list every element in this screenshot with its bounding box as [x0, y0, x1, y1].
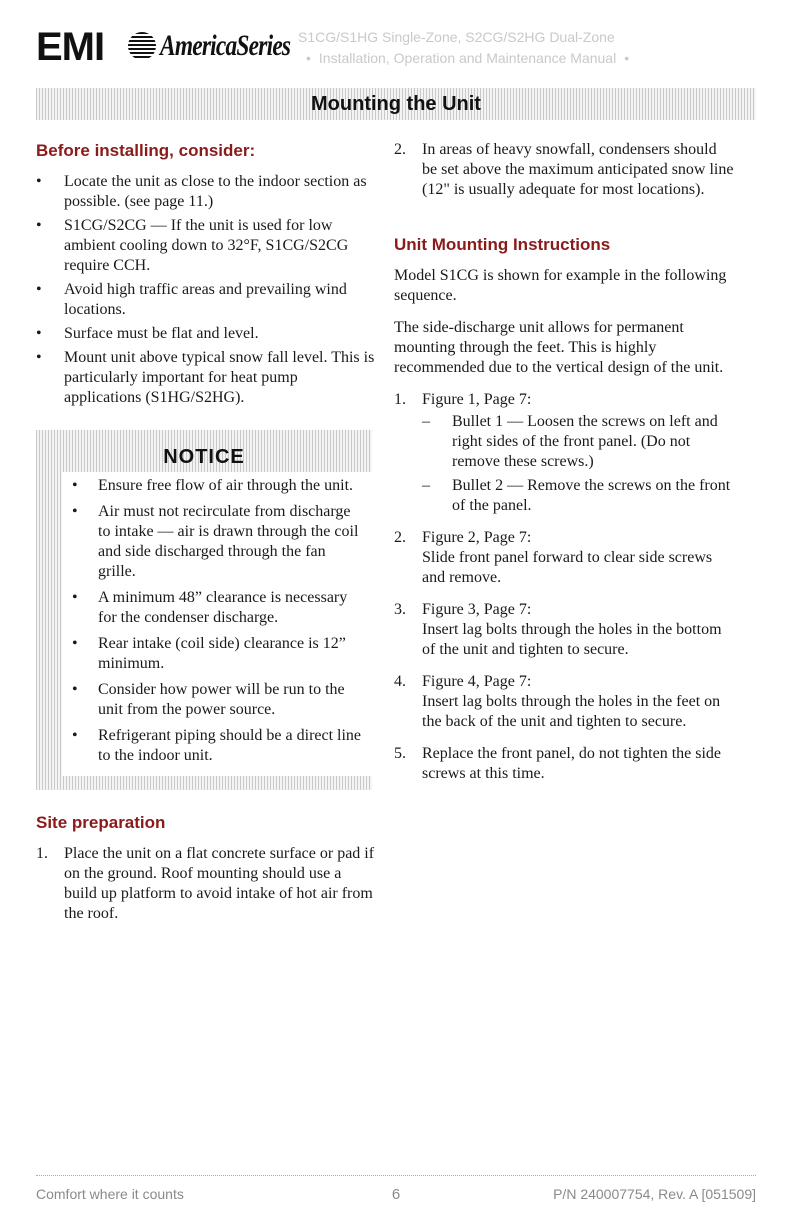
list-item: • Surface must be flat and level.	[36, 324, 376, 344]
page-number: 6	[391, 1186, 401, 1203]
bullet-dot-icon: •	[624, 50, 630, 66]
page-footer	[36, 1186, 756, 1204]
list-item	[394, 744, 734, 784]
models-line: S1CG/S1HG Single-Zone, S2CG/S2HG Dual-Zone	[298, 29, 615, 45]
manual-title: Installation, Operation and Maintenance Manual	[318, 50, 617, 66]
series-logo: AmericaSeries	[160, 29, 291, 62]
step-text: In areas of heavy snowfall, condensers should be set above the maximum anticipated snow line (12" is usually adequate for most locations).	[422, 141, 734, 198]
list-item	[394, 528, 734, 588]
list-item	[36, 844, 376, 924]
step-title: Figure 2, Page 7:	[422, 529, 532, 546]
site-preparation-heading: Site preparation	[36, 813, 166, 832]
step-text: Place the unit on a flat concrete surface or pad if on the ground. Roof mounting should use a build up platform to avoid intake of hot air from the roof.	[64, 845, 375, 922]
list-item: – Bullet 2 — Remove the screws on the front of the panel.	[422, 476, 734, 516]
brand-logo: EMI	[36, 25, 105, 69]
mounting-steps	[394, 390, 734, 784]
step-title: Figure 3, Page 7:	[422, 601, 532, 618]
step-text: Slide front panel forward to clear side screws and remove.	[422, 549, 713, 586]
bullet-dot-icon: •	[306, 50, 311, 66]
step-number: 4.	[394, 673, 406, 690]
list-item: • Ensure free flow of air through the unit.	[72, 476, 364, 496]
list-item: • Avoid high traffic areas and prevailing wind locations.	[36, 280, 376, 320]
notice-box	[36, 430, 372, 790]
footer-tagline: Comfort where it counts	[36, 1186, 184, 1202]
list-item: • Consider how power will be run to the unit from the power source.	[72, 680, 364, 720]
list-item: • A minimum 48” clearance is necessary for the condenser discharge.	[72, 588, 364, 628]
unit-mounting-heading: Unit Mounting Instructions	[394, 235, 611, 254]
footer-divider	[36, 1175, 756, 1176]
list-item: – Bullet 1 — Loosen the screws on left and right sides of the front panel. (Do not remove these screws.)	[422, 412, 734, 472]
left-column	[36, 140, 376, 936]
step-number: 2.	[394, 529, 406, 546]
section-banner	[36, 88, 756, 120]
step-number: 2.	[394, 141, 406, 158]
step-number: 1.	[394, 391, 406, 408]
list-item: • Rear intake (coil side) clearance is 12” minimum.	[72, 634, 364, 674]
notice-body	[62, 472, 372, 776]
step-text: Insert lag bolts through the holes in the bottom of the unit and tighten to secure.	[422, 621, 722, 658]
list-item: • Air must not recirculate from discharge to intake — air is drawn through the coil and side discharged through the fan grille.	[72, 502, 364, 582]
manual-title-line	[298, 48, 637, 68]
sub-list	[422, 412, 734, 516]
step-title: Figure 4, Page 7:	[422, 673, 532, 690]
step-number: 5.	[394, 745, 406, 762]
notice-title: NOTICE	[163, 446, 245, 468]
list-item	[394, 140, 734, 200]
before-installing-list	[36, 172, 376, 408]
step-text: Replace the front panel, do not tighten the side screws at this time.	[422, 745, 722, 782]
page-header	[36, 24, 756, 70]
list-item: • Mount unit above typical snow fall level. This is particularly important for heat pump applications (S1HG/S2HG).	[36, 348, 376, 408]
step-number: 3.	[394, 601, 406, 618]
list-item: • Refrigerant piping should be a direct line to the indoor unit.	[72, 726, 364, 766]
step-title: Figure 1, Page 7:	[422, 391, 532, 408]
list-item	[394, 390, 734, 516]
list-item: • S1CG/S2CG — If the unit is used for low ambient cooling down to 32°F, S1CG/S2CG require CCH.	[36, 216, 376, 276]
part-number: P/N 240007754, Rev. A [051509]	[553, 1186, 756, 1202]
step-text: Insert lag bolts through the holes in the feet on the back of the unit and tighten to secure.	[422, 693, 721, 730]
right-column	[394, 140, 734, 796]
header-text	[298, 28, 637, 68]
list-item	[394, 672, 734, 732]
section-title: Mounting the Unit	[311, 92, 481, 115]
site-preparation-steps	[36, 844, 376, 924]
globe-icon	[128, 32, 156, 60]
step-number: 1.	[36, 845, 48, 862]
list-item: • Locate the unit as close to the indoor section as possible. (see page 11.)	[36, 172, 376, 212]
before-installing-heading: Before installing, consider:	[36, 141, 256, 160]
site-preparation-steps-continued	[394, 140, 734, 200]
notice-list	[72, 476, 364, 766]
paragraph: The side-discharge unit allows for permanent mounting through the feet. This is highly recommended due to the vertical design of the unit.	[394, 319, 724, 376]
paragraph: Model S1CG is shown for example in the following sequence.	[394, 267, 727, 304]
list-item	[394, 600, 734, 660]
